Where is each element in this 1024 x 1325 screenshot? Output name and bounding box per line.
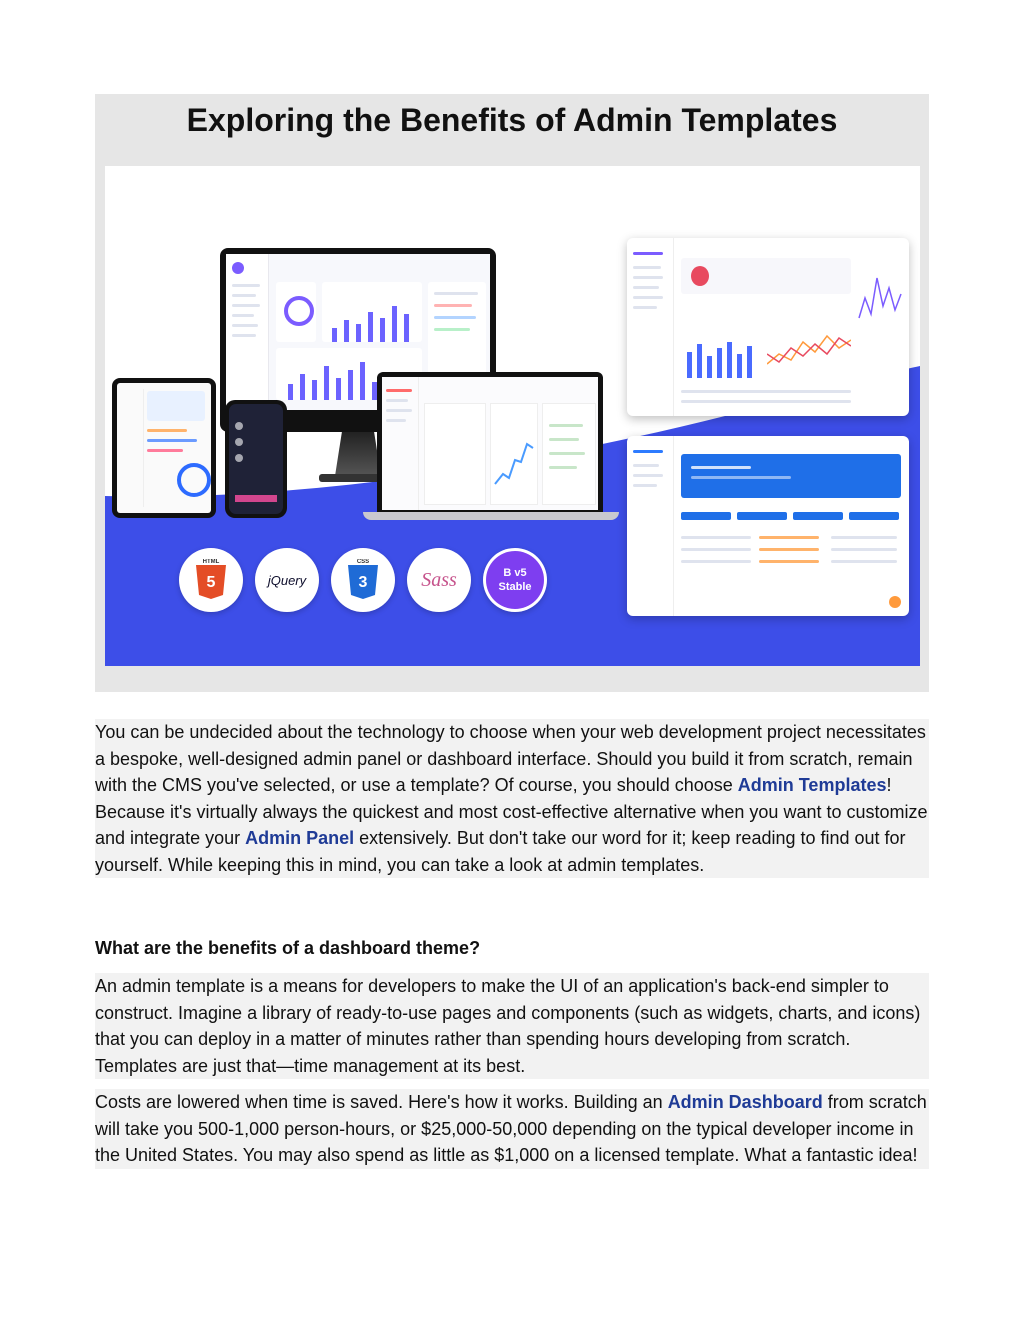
admin-dashboard-link[interactable]: Admin Dashboard xyxy=(667,1092,823,1112)
admin-panel-link[interactable]: Admin Panel xyxy=(245,828,355,848)
page-title: Exploring the Benefits of Admin Templates xyxy=(186,102,838,138)
intro-text-1: You can be undecided about the technology to choose when your web development project necessitates a bespoke, well-designed admin panel or dashboard interface. Should you build it from scratch, remain with the CMS you've selected, or use a template? Of course, you should choose xyxy=(95,722,926,795)
svg-text:3: 3 xyxy=(358,574,368,591)
laptop-base xyxy=(363,512,619,520)
phone-mockup xyxy=(225,400,287,518)
costs-text-1: Costs are lowered when time is saved. Here's how it works. Building an xyxy=(95,1092,668,1112)
intro-text-2: ! Because it's virtually always the quickest and most cost-effective alternative when you want to customize and integrate your xyxy=(95,775,928,848)
svg-text:5: 5 xyxy=(206,574,216,591)
bootstrap-v5-badge-icon: B v5 Stable xyxy=(483,548,547,612)
benefits-paragraph: An admin template is a means for developers to make the UI of an application's back-end simpler to construct. Imagine a library of ready-to-use pages and components (such as widgets, charts, and icons) that you can deploy in a matter of minutes rather than spending hours developing from scratch. Templates are just that—time management at its best. xyxy=(95,976,921,1076)
dashboard-screenshot-bottom xyxy=(627,436,909,616)
jquery-badge-icon: jQuery xyxy=(255,548,319,612)
svg-text:CSS: CSS xyxy=(356,559,370,565)
intro-text-3: extensively. But don't take our word for it; keep reading to find out for yourself. While keeping this in mind, you can take a look at admin templates. xyxy=(95,828,906,875)
section-heading: What are the benefits of a dashboard theme? xyxy=(95,938,481,958)
svg-text:HTML: HTML xyxy=(202,559,220,565)
costs-paragraph xyxy=(95,1089,929,1169)
monitor-stand xyxy=(335,432,381,476)
costs-paragraph-block xyxy=(95,1089,929,1169)
html5-badge-icon xyxy=(179,548,243,612)
sass-badge-icon: Sass xyxy=(407,548,471,612)
intro-paragraph-block xyxy=(95,719,929,878)
hero-image xyxy=(105,166,920,666)
admin-templates-link[interactable]: Admin Templates xyxy=(737,775,887,795)
intro-paragraph xyxy=(95,719,929,878)
dashboard-screenshot-top xyxy=(627,238,909,416)
benefits-paragraph-block xyxy=(95,973,929,1079)
tablet-mockup xyxy=(112,378,216,518)
css3-badge-icon xyxy=(331,548,395,612)
costs-text-2: from scratch will take you 500-1,000 person-hours, or $25,000-50,000 depending on the typical developer income in the United States. You may also spend as little as $1,000 on a licensed template. What a fantastic idea! xyxy=(95,1092,927,1165)
laptop-mockup xyxy=(377,372,603,514)
